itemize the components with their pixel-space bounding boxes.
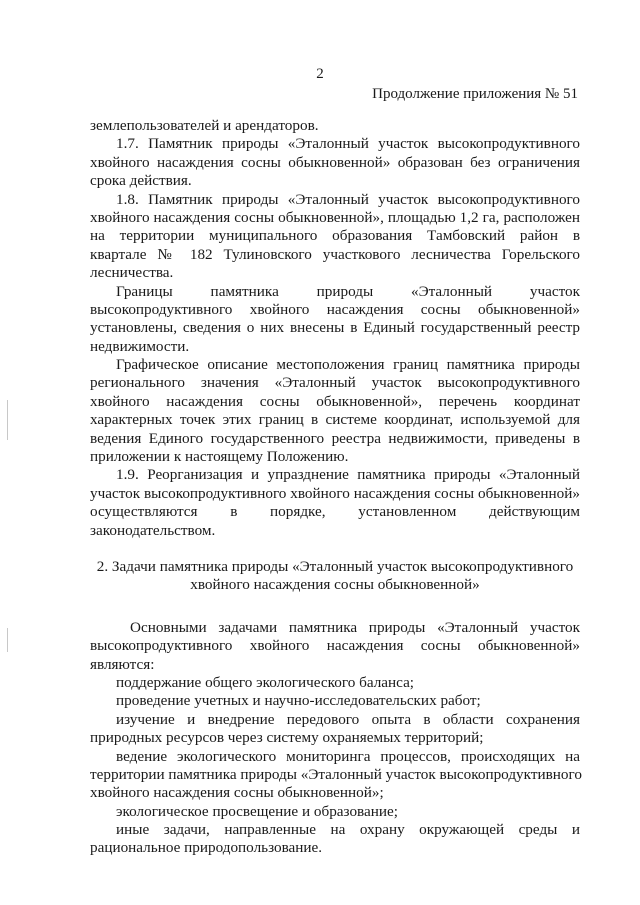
text-line: хвойного насаждения сосны обыкновенной», площадью 1,2 га, расположен <box>90 208 580 226</box>
spacer <box>90 540 580 558</box>
section-2-heading <box>90 558 580 595</box>
paragraph-tasks-intro <box>90 619 580 674</box>
appendix-continuation-note: Продолжение приложения № 51 <box>372 86 578 102</box>
text-line: хвойного насаждения сосны обыкновенной» образован без ограничения <box>90 153 580 171</box>
text-line: 1.8. Памятник природы «Эталонный участок высокопродуктивного <box>116 190 580 208</box>
heading-line: 2. Задачи памятника природы «Эталонный участок высокопродуктивного <box>96 557 574 575</box>
text-line: 1.9. Реорганизация и упразднение памятника природы «Эталонный <box>116 466 580 484</box>
scan-margin-mark <box>7 628 8 652</box>
text-line: природных ресурсов через систему охраняемых территорий; <box>90 729 484 747</box>
text-line: осуществляются в порядке, установленном действующим <box>90 503 580 521</box>
paragraph-1-8 <box>90 191 580 283</box>
text-line: хвойного насаждения сосны обыкновенной», перечень координат <box>90 392 580 410</box>
text-line: хвойного насаждения сосны обыкновенной»; <box>90 784 384 802</box>
task-item <box>90 674 580 692</box>
paragraph-graphic-description <box>90 356 580 466</box>
task-item <box>90 748 580 803</box>
text-line: лесничества. <box>90 264 174 282</box>
paragraph-1-9 <box>90 466 580 540</box>
text-line: Границы памятника природы «Эталонный участок <box>116 282 580 300</box>
text-line: являются: <box>90 655 155 673</box>
document-body <box>90 117 580 858</box>
spacer <box>90 595 580 619</box>
text-line: недвижимости. <box>90 337 190 355</box>
page-number: 2 <box>316 66 324 82</box>
paragraph-borders <box>90 283 580 357</box>
text-line: изучение и внедрение передового опыта в области сохранения <box>116 710 580 728</box>
task-item <box>90 692 580 710</box>
text-line: землепользователей и арендаторов. <box>90 117 319 134</box>
text-line: участок высокопродуктивного хвойного насаждения сосны обыкновенной» <box>90 484 580 502</box>
text-line: установлены, сведения о них внесены в Единый государственный реестр <box>90 319 580 337</box>
text-line: срока действия. <box>90 172 192 190</box>
text-line: Основными задачами памятника природы «Эталонный участок <box>130 618 580 636</box>
task-item <box>90 821 580 858</box>
text-line: квартале № 182 Тулиновского участкового лесничества Горельского <box>90 245 580 263</box>
text-line: территории памятника природы «Эталонный участок высокопродуктивного <box>90 765 582 783</box>
text-line: приложении к настоящему Положению. <box>90 448 349 466</box>
task-item <box>90 711 580 748</box>
text-line: ведение экологического мониторинга процессов, происходящих на <box>116 747 580 765</box>
text-line: на территории муниципального образования Тамбовский район в <box>90 227 580 245</box>
text-line: ведения Единого государственного реестра недвижимости, приведены в <box>90 429 580 447</box>
text-line: 1.7. Памятник природы «Эталонный участок высокопродуктивного <box>116 135 580 153</box>
text-line: характерных точек этих границ в системе координат, используемой для <box>90 411 580 429</box>
text-line: проведение учетных и научно-исследовательских работ; <box>116 692 481 710</box>
text-line: регионального значения «Эталонный участок высокопродуктивного <box>90 374 580 392</box>
paragraph-1-7 <box>90 135 580 190</box>
text-line: Графическое описание местоположения границ памятника природы <box>116 356 580 374</box>
text-line: высокопродуктивного хвойного насаждения сосны обыкновенной» <box>90 300 580 318</box>
text-line: рациональное природопользование. <box>90 839 323 857</box>
paragraph-landusers <box>90 117 580 135</box>
text-line: поддержание общего экологического баланса; <box>116 673 415 691</box>
text-line: экологическое просвещение и образование; <box>116 802 398 820</box>
text-line: иные задачи, направленные на охрану окружающей среды и <box>116 821 580 839</box>
text-line: законодательством. <box>90 521 216 539</box>
text-line: высокопродуктивного хвойного насаждения сосны обыкновенной» <box>90 637 580 655</box>
heading-line: хвойного насаждения сосны обыкновенной» <box>190 576 480 594</box>
scan-margin-mark <box>7 400 8 440</box>
task-item <box>90 803 580 821</box>
